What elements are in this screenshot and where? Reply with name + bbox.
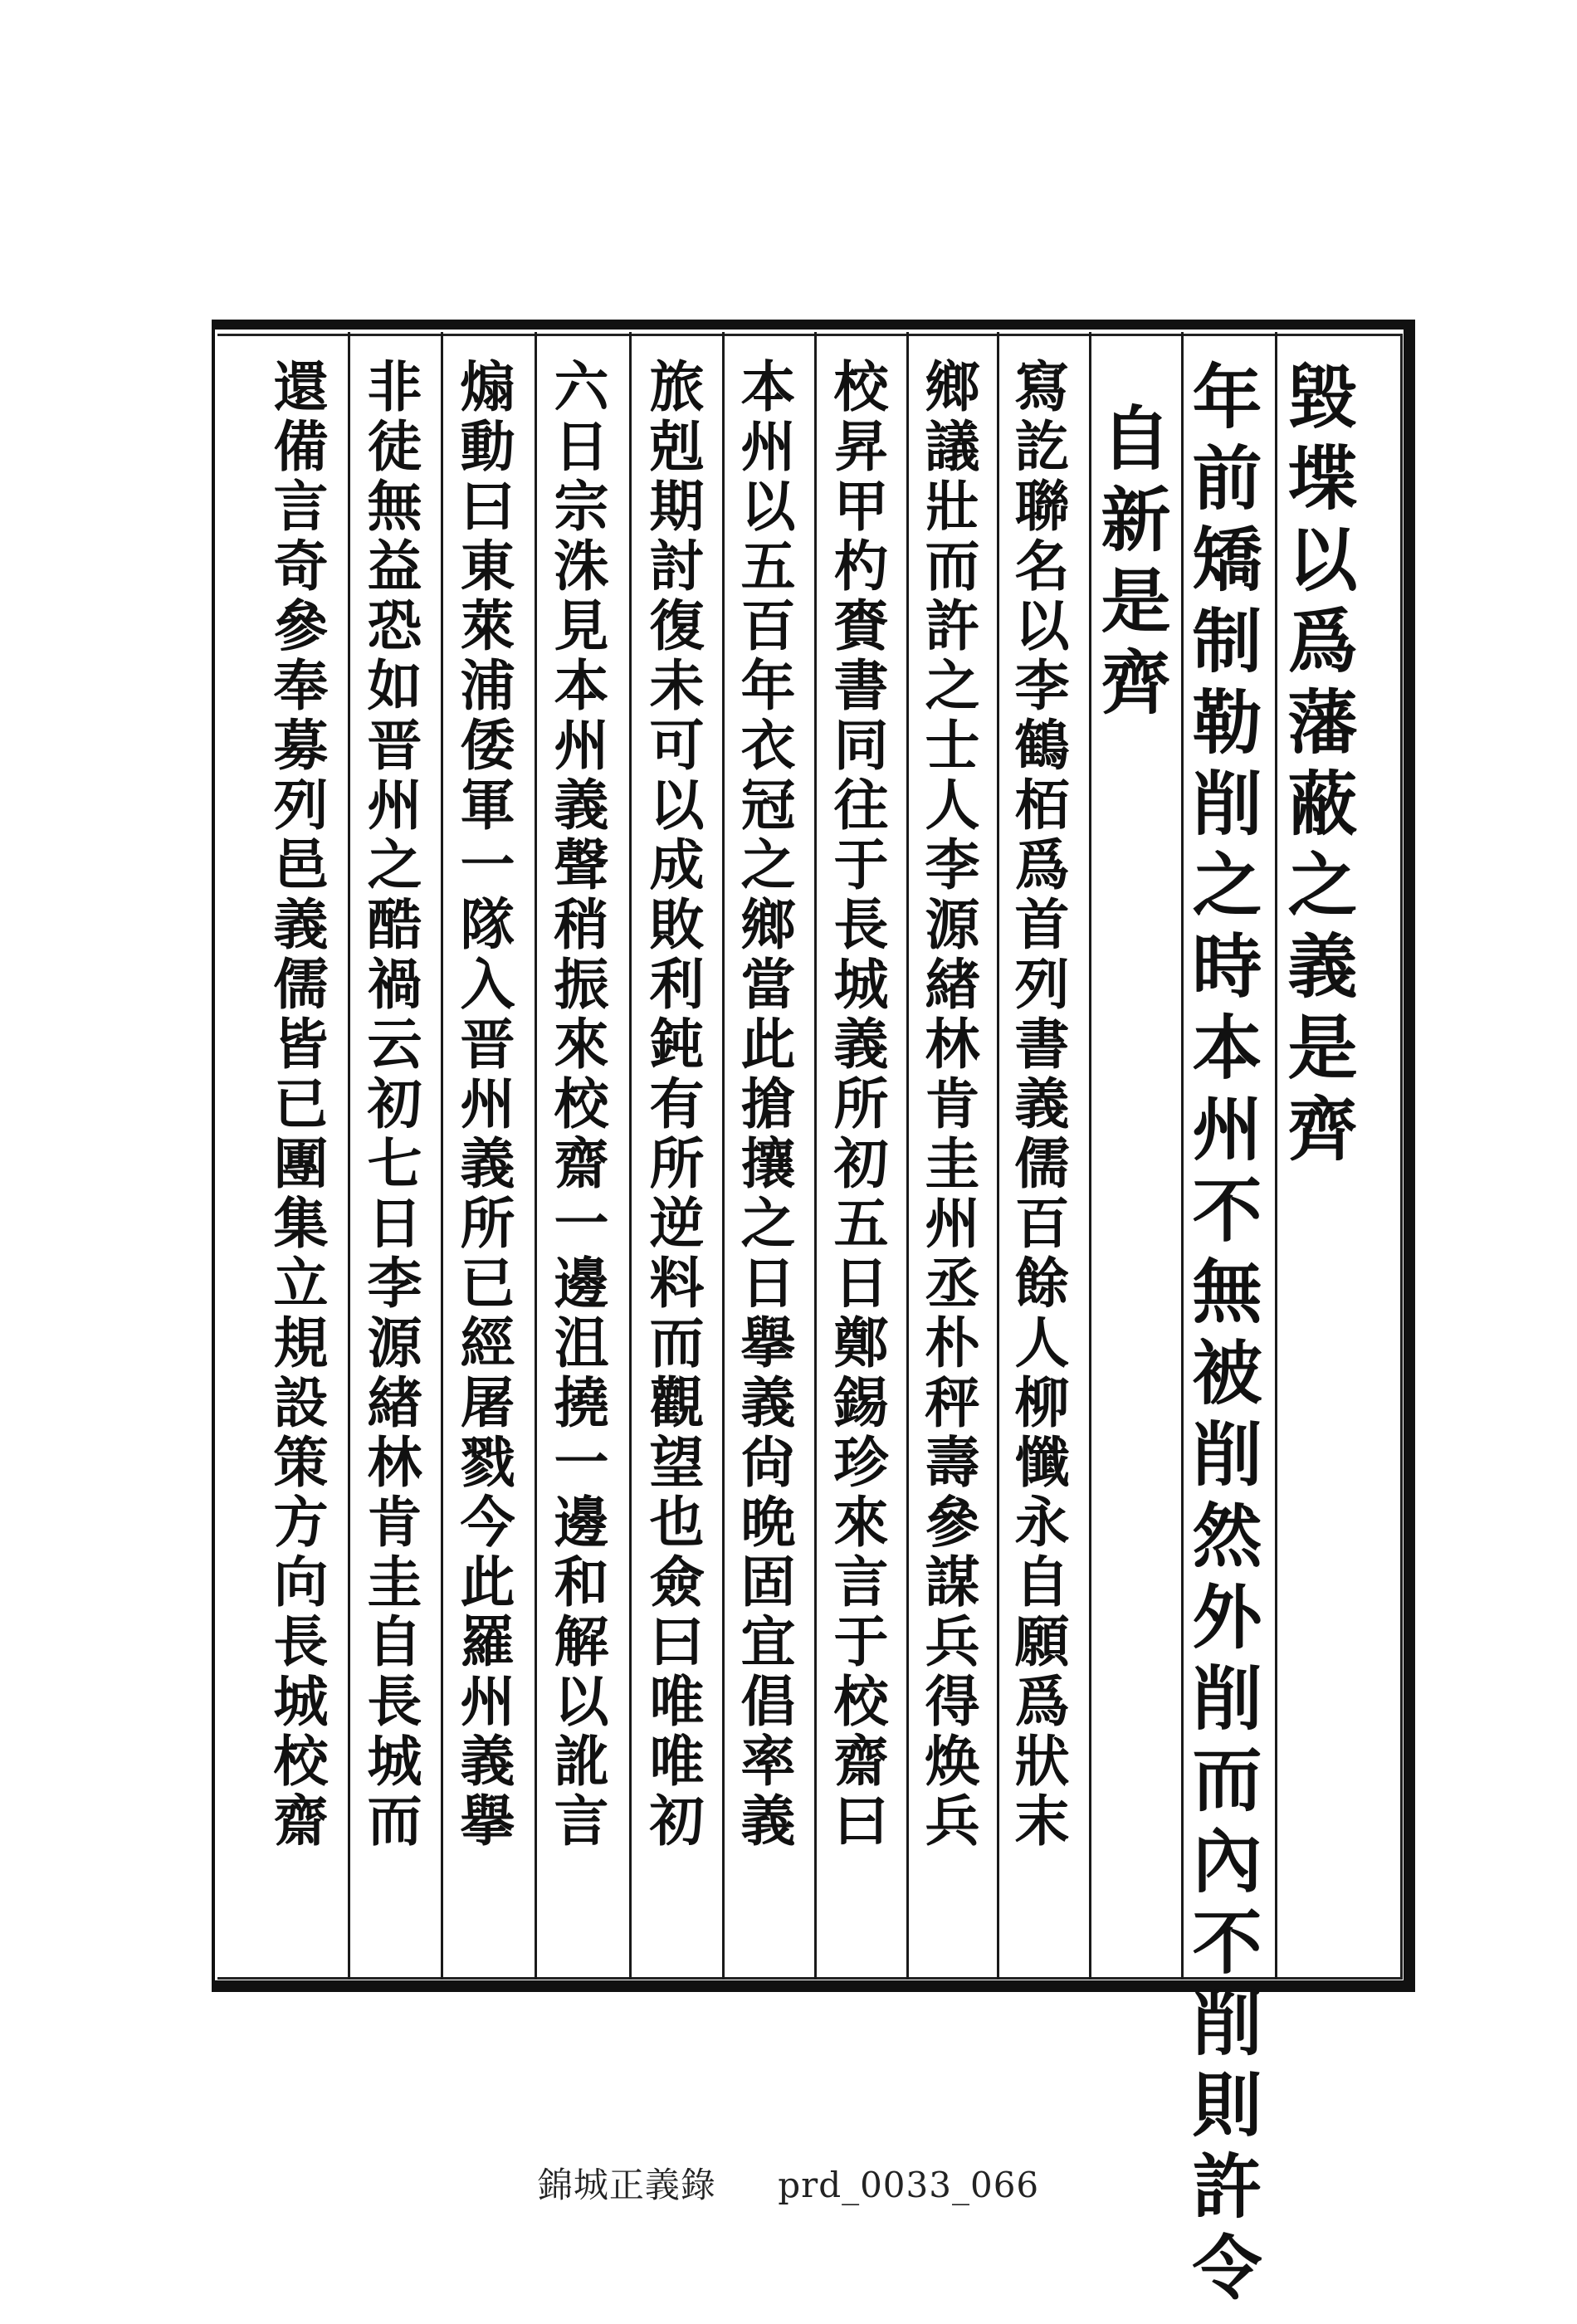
glyph: 敗: [649, 892, 705, 957]
glyph: 參: [273, 593, 329, 658]
glyph: 兵: [925, 1609, 980, 1674]
glyph: 願: [1014, 1609, 1070, 1674]
glyph: 緖: [925, 952, 980, 1017]
glyph: 得: [925, 1669, 980, 1734]
glyph: 儒: [1014, 1131, 1070, 1196]
glyph: 長: [273, 1609, 329, 1674]
glyph: 州: [740, 414, 796, 479]
glyph: 今: [460, 1490, 515, 1555]
glyph: 百: [1014, 1191, 1070, 1256]
glyph: 攘: [740, 1131, 796, 1196]
text-column: [629, 354, 725, 1853]
glyph: 奉: [273, 653, 329, 718]
glyph: 于: [833, 832, 889, 897]
glyph: 許: [925, 593, 980, 658]
glyph: 觀: [649, 1370, 705, 1435]
glyph: 倭: [460, 713, 515, 778]
page-footer: [0, 2158, 1577, 2208]
glyph: 丞: [925, 1251, 980, 1316]
glyph: 率: [740, 1729, 796, 1794]
glyph: 來: [833, 1490, 889, 1555]
glyph: 望: [649, 1430, 705, 1495]
glyph: 冠: [740, 773, 796, 837]
glyph: 晩: [740, 1490, 796, 1555]
glyph: 是: [1101, 560, 1171, 642]
glyph: 李: [1014, 653, 1070, 718]
glyph: 然: [1192, 1495, 1262, 1577]
glyph: 則: [1192, 2064, 1262, 2146]
glyph: 固: [740, 1550, 796, 1614]
glyph: 自: [1101, 398, 1171, 480]
glyph: 賚: [833, 593, 889, 658]
text-column: [905, 354, 1000, 1853]
text-column: [1088, 398, 1184, 724]
glyph: 齋: [554, 1131, 609, 1196]
glyph: 林: [925, 1012, 980, 1077]
glyph: 之: [367, 832, 422, 897]
glyph: 有: [649, 1072, 705, 1136]
glyph: 所: [649, 1131, 705, 1196]
glyph: 齊: [1101, 642, 1171, 724]
glyph: 兵: [925, 1789, 980, 1853]
glyph: 人: [1014, 1311, 1070, 1375]
glyph: 義: [273, 892, 329, 957]
glyph: 倡: [740, 1669, 796, 1734]
glyph: 晋: [367, 713, 422, 778]
glyph: 矯: [1192, 519, 1262, 601]
glyph: 本: [1192, 1007, 1262, 1089]
glyph: 寫: [1014, 354, 1070, 419]
glyph: 鄉: [740, 892, 796, 957]
glyph: 初: [649, 1789, 705, 1853]
glyph: 圭: [367, 1550, 422, 1614]
glyph: 栢: [1014, 773, 1070, 837]
glyph: 一: [554, 1191, 609, 1256]
text-column: [534, 354, 629, 1853]
glyph: 長: [833, 892, 889, 957]
glyph: 曰: [460, 474, 515, 539]
glyph: 募: [273, 713, 329, 778]
glyph: 城: [367, 1729, 422, 1794]
glyph: 日: [740, 1251, 796, 1316]
glyph: 五: [833, 1191, 889, 1256]
glyph: 逆: [649, 1191, 705, 1256]
glyph: 義: [833, 1012, 889, 1077]
glyph: 策: [273, 1430, 329, 1495]
glyph: 鶴: [1014, 713, 1070, 778]
glyph: 緖: [367, 1370, 422, 1435]
glyph: 邊: [554, 1251, 609, 1316]
glyph: 本: [740, 354, 796, 419]
glyph: 肯: [925, 1072, 980, 1136]
glyph: 擧: [740, 1311, 796, 1375]
glyph: 焕: [925, 1729, 980, 1794]
glyph: 而: [925, 534, 980, 598]
glyph: 而: [367, 1789, 422, 1853]
glyph: 秤: [925, 1370, 980, 1435]
glyph: 李: [925, 832, 980, 897]
glyph: 州: [460, 1669, 515, 1734]
glyph: 日: [554, 414, 609, 479]
glyph: 士: [925, 713, 980, 778]
glyph: 年: [740, 653, 796, 718]
glyph: 如: [367, 653, 422, 718]
glyph: 晋: [460, 1012, 515, 1077]
glyph: 曰: [649, 1609, 705, 1674]
glyph: 年: [1192, 356, 1262, 438]
glyph: 邊: [554, 1490, 609, 1555]
glyph: 集: [273, 1191, 329, 1256]
glyph: 城: [833, 952, 889, 1017]
glyph: 而: [1192, 1739, 1262, 1821]
glyph: 義: [740, 1370, 796, 1435]
glyph: 首: [1014, 892, 1070, 957]
text-column: [994, 354, 1090, 1853]
glyph: 是: [1287, 1007, 1358, 1089]
glyph: 初: [367, 1072, 422, 1136]
text-column: [440, 354, 535, 1853]
glyph: 尙: [740, 1430, 796, 1495]
glyph: 見: [554, 593, 609, 658]
glyph: 擧: [460, 1789, 515, 1853]
glyph: 宜: [740, 1609, 796, 1674]
glyph: 期: [649, 474, 705, 539]
glyph: 之: [740, 1191, 796, 1256]
glyph: 所: [833, 1072, 889, 1136]
glyph: 餘: [1014, 1251, 1070, 1316]
glyph: 解: [554, 1609, 609, 1674]
glyph: 同: [833, 713, 889, 778]
glyph: 立: [273, 1251, 329, 1316]
glyph: 往: [833, 773, 889, 837]
glyph: 義: [1014, 1072, 1070, 1136]
glyph: 源: [367, 1311, 422, 1375]
glyph: 參: [925, 1490, 980, 1555]
glyph: 徒: [367, 414, 422, 479]
glyph: 堞: [1287, 437, 1358, 520]
glyph: 曰: [833, 1789, 889, 1853]
glyph: 削: [1192, 1658, 1262, 1740]
glyph: 勒: [1192, 681, 1262, 764]
glyph: 當: [740, 952, 796, 1017]
glyph: 羅: [460, 1609, 515, 1674]
glyph: 柳: [1014, 1370, 1070, 1435]
glyph: 爲: [1014, 1669, 1070, 1734]
glyph: 錫: [833, 1370, 889, 1435]
glyph: 鄉: [925, 354, 980, 419]
glyph: 城: [273, 1669, 329, 1734]
glyph: 州: [925, 1191, 980, 1256]
glyph: 林: [367, 1430, 422, 1495]
glyph: 圭: [925, 1131, 980, 1196]
glyph: 儒: [273, 952, 329, 1017]
glyph: 宗: [554, 474, 609, 539]
glyph: 五: [740, 534, 796, 598]
footer-title: 錦城正義錄: [537, 2165, 716, 2205]
glyph: 謀: [925, 1550, 980, 1614]
glyph: 昇: [833, 414, 889, 479]
glyph: 爲: [1014, 832, 1070, 897]
glyph: 萊: [460, 593, 515, 658]
glyph: 無: [367, 474, 422, 539]
glyph: 書: [1014, 1012, 1070, 1077]
glyph: 齊: [1287, 1088, 1358, 1170]
glyph: 一: [460, 832, 515, 897]
text-column: [253, 354, 349, 1853]
glyph: 壯: [925, 474, 980, 539]
glyph: 初: [833, 1131, 889, 1196]
glyph: 珍: [833, 1430, 889, 1495]
glyph: 制: [1192, 600, 1262, 682]
glyph: 利: [649, 952, 705, 1017]
glyph: 外: [1192, 1576, 1262, 1658]
glyph: 以: [1287, 519, 1358, 601]
glyph: 入: [460, 952, 515, 1017]
glyph: 之: [1192, 844, 1262, 926]
glyph: 規: [273, 1311, 329, 1375]
glyph: 一: [554, 1430, 609, 1495]
glyph: 杓: [833, 534, 889, 598]
glyph: 校: [833, 1669, 889, 1734]
glyph: 未: [649, 653, 705, 718]
glyph: 聯: [1014, 474, 1070, 539]
glyph: 校: [833, 354, 889, 419]
glyph: 云: [367, 1012, 422, 1077]
glyph: 甲: [833, 474, 889, 539]
glyph: 義: [460, 1131, 515, 1196]
glyph: 酷: [367, 892, 422, 957]
glyph: 爲: [1287, 600, 1358, 682]
glyph: 狀: [1014, 1729, 1070, 1794]
glyph: 鈍: [649, 1012, 705, 1077]
glyph: 許: [1192, 2146, 1262, 2228]
glyph: 末: [1014, 1789, 1070, 1853]
glyph: 和: [554, 1550, 609, 1614]
glyph: 衣: [740, 713, 796, 778]
glyph: 列: [1014, 952, 1070, 1017]
glyph: 前: [1192, 437, 1262, 520]
glyph: 言: [554, 1789, 609, 1853]
glyph: 校: [554, 1072, 609, 1136]
glyph: 浦: [460, 653, 515, 718]
glyph: 書: [833, 653, 889, 718]
glyph: 隊: [460, 892, 515, 957]
glyph: 之: [740, 832, 796, 897]
glyph: 復: [649, 593, 705, 658]
glyph: 振: [554, 952, 609, 1017]
glyph: 削: [1192, 1413, 1262, 1496]
glyph: 煽: [460, 354, 515, 419]
glyph: 來: [554, 1012, 609, 1077]
glyph: 齋: [833, 1729, 889, 1794]
footer-code: prd_0033_066: [778, 2165, 1040, 2205]
glyph: 被: [1192, 1332, 1262, 1414]
glyph: 校: [273, 1729, 329, 1794]
glyph: 本: [554, 653, 609, 718]
glyph: 沮: [554, 1311, 609, 1375]
glyph: 還: [273, 354, 329, 419]
glyph: 屠: [460, 1370, 515, 1435]
glyph: 令: [1192, 2227, 1262, 2309]
glyph: 已: [273, 1072, 329, 1136]
glyph: 時: [1192, 925, 1262, 1008]
glyph: 之: [1287, 844, 1358, 926]
glyph: 毀: [1287, 356, 1358, 438]
glyph: 削: [1192, 763, 1262, 845]
glyph: 搶: [740, 1072, 796, 1136]
glyph: 于: [833, 1609, 889, 1674]
text-column: [1275, 357, 1370, 1170]
glyph: 日: [367, 1191, 422, 1256]
glyph: 設: [273, 1370, 329, 1435]
glyph: 以: [649, 773, 705, 837]
glyph: 恐: [367, 593, 422, 658]
glyph: 言: [273, 474, 329, 539]
glyph: 削: [1192, 1983, 1262, 2065]
glyph: 義: [460, 1729, 515, 1794]
glyph: 而: [649, 1311, 705, 1375]
glyph: 料: [649, 1251, 705, 1316]
glyph: 州: [554, 713, 609, 778]
glyph: 討: [649, 534, 705, 598]
glyph: 新: [1101, 479, 1171, 561]
glyph: 壽: [925, 1430, 980, 1495]
glyph: 以: [740, 474, 796, 539]
glyph: 州: [1192, 1088, 1262, 1170]
glyph: 齋: [273, 1789, 329, 1853]
glyph: 肯: [367, 1490, 422, 1555]
glyph: 義: [740, 1789, 796, 1853]
glyph: 之: [925, 653, 980, 718]
glyph: 自: [1014, 1550, 1070, 1614]
glyph: 六: [554, 354, 609, 419]
glyph: 源: [925, 892, 980, 957]
glyph: 向: [273, 1550, 329, 1614]
glyph: 懺: [1014, 1430, 1070, 1495]
glyph: 此: [740, 1012, 796, 1077]
glyph: 備: [273, 414, 329, 479]
glyph: 皆: [273, 1012, 329, 1077]
glyph: 人: [925, 773, 980, 837]
glyph: 議: [925, 414, 980, 479]
glyph: 聲: [554, 832, 609, 897]
text-column: [813, 354, 909, 1853]
glyph: 日: [833, 1251, 889, 1316]
glyph: 洙: [554, 534, 609, 598]
glyph: 剋: [649, 414, 705, 479]
glyph: 義: [554, 773, 609, 837]
glyph: 益: [367, 534, 422, 598]
glyph: 戮: [460, 1430, 515, 1495]
glyph: 也: [649, 1490, 705, 1555]
glyph: 藩: [1287, 681, 1358, 764]
glyph: 七: [367, 1131, 422, 1196]
glyph: 已: [460, 1251, 515, 1316]
text-column: [720, 354, 816, 1853]
glyph: 成: [649, 832, 705, 897]
glyph: 邑: [273, 832, 329, 897]
glyph: 朴: [925, 1311, 980, 1375]
glyph: 非: [367, 354, 422, 419]
glyph: 百: [740, 593, 796, 658]
glyph: 言: [833, 1550, 889, 1614]
glyph: 唯: [649, 1669, 705, 1734]
glyph: 內: [1192, 1820, 1262, 1902]
glyph: 鄭: [833, 1311, 889, 1375]
glyph: 訛: [554, 1729, 609, 1794]
glyph: 蔽: [1287, 763, 1358, 845]
glyph: 撓: [554, 1370, 609, 1435]
glyph: 奇: [273, 534, 329, 598]
glyph: 不: [1192, 1169, 1262, 1252]
glyph: 旅: [649, 354, 705, 419]
glyph: 稍: [554, 892, 609, 957]
glyph: 僉: [649, 1550, 705, 1614]
glyph: 可: [649, 713, 705, 778]
glyph: 義: [1287, 925, 1358, 1008]
glyph: 李: [367, 1251, 422, 1316]
glyph: 州: [367, 773, 422, 837]
glyph: 列: [273, 773, 329, 837]
text-column: [1179, 357, 1275, 2309]
glyph: 所: [460, 1191, 515, 1256]
glyph: 以: [1014, 593, 1070, 658]
glyph: 州: [460, 1072, 515, 1136]
glyph: 自: [367, 1609, 422, 1674]
glyph: 名: [1014, 534, 1070, 598]
text-column: [347, 354, 442, 1853]
glyph: 動: [460, 414, 515, 479]
glyph: 長: [367, 1669, 422, 1734]
glyph: 無: [1192, 1251, 1262, 1333]
glyph: 經: [460, 1311, 515, 1375]
glyph: 訖: [1014, 414, 1070, 479]
glyph: 禍: [367, 952, 422, 1017]
glyph: 東: [460, 534, 515, 598]
glyph: 不: [1192, 1902, 1262, 1984]
glyph: 方: [273, 1490, 329, 1555]
glyph: 團: [273, 1131, 329, 1196]
glyph: 唯: [649, 1729, 705, 1794]
glyph: 軍: [460, 773, 515, 837]
glyph: 此: [460, 1550, 515, 1614]
glyph: 以: [554, 1669, 609, 1734]
glyph: 永: [1014, 1490, 1070, 1555]
